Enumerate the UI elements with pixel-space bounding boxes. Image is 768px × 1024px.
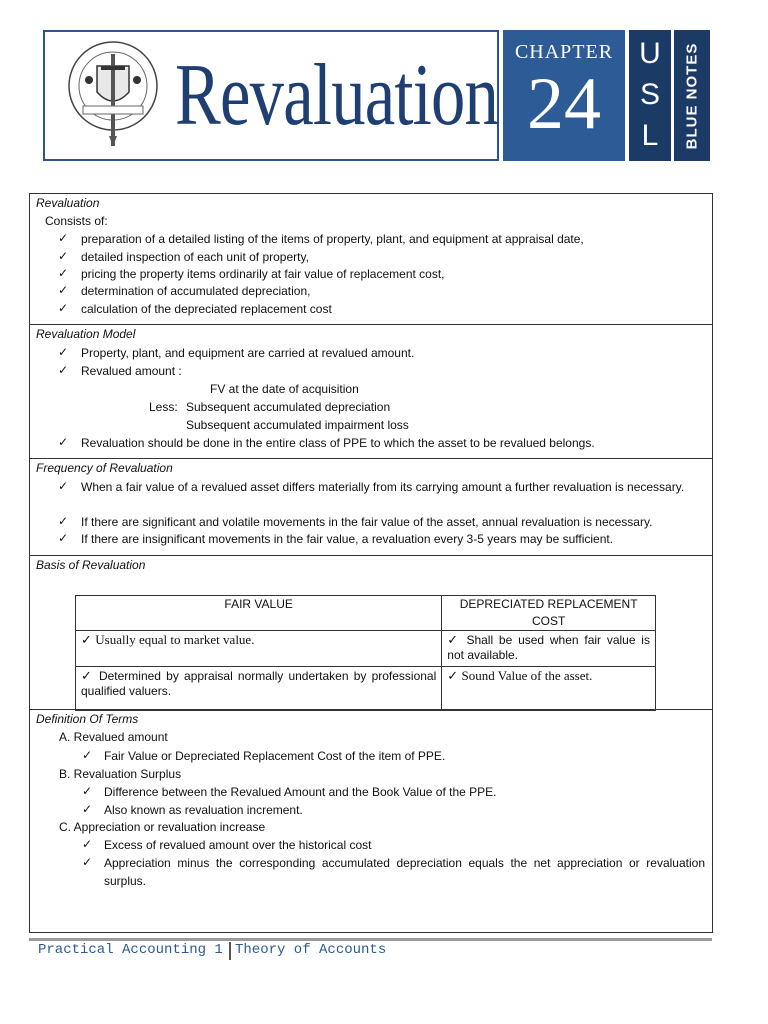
term-label: B. Revaluation Surplus bbox=[59, 767, 182, 781]
check-icon: ✓ bbox=[58, 363, 69, 377]
section-title: Frequency of Revaluation bbox=[36, 461, 173, 475]
basis-table bbox=[75, 595, 656, 711]
section-title: Revaluation bbox=[36, 196, 100, 210]
check-icon: ✓ bbox=[58, 514, 69, 528]
section-revaluation-model bbox=[30, 325, 712, 459]
list-item: Difference between the Revalued Amount and the Book Value of the PPE. bbox=[104, 785, 497, 799]
footer-course: Practical Accounting 1 bbox=[38, 942, 223, 958]
footer-subject: Theory of Accounts bbox=[235, 942, 387, 958]
table-header: FAIR VALUE bbox=[76, 596, 442, 631]
list-item: calculation of the depreciated replacement cost bbox=[81, 302, 332, 316]
section-intro: Consists of: bbox=[45, 214, 108, 228]
usl-banner bbox=[629, 30, 671, 161]
page-title: Revaluation bbox=[175, 47, 499, 144]
section-title: Revaluation Model bbox=[36, 327, 136, 341]
check-icon: ✓ bbox=[58, 435, 69, 449]
section-frequency bbox=[30, 459, 712, 556]
list-item: If there are insignificant movements in the fair value, a revaluation every 3-5 years may be sufficient. bbox=[81, 532, 614, 546]
chapter-badge bbox=[503, 30, 625, 161]
list-item: determination of accumulated depreciation, bbox=[81, 284, 311, 298]
check-icon: ✓ bbox=[447, 668, 459, 683]
check-icon: ✓ bbox=[58, 345, 69, 359]
list-item: Also known as revaluation increment. bbox=[104, 803, 303, 817]
check-icon: ✓ bbox=[447, 632, 461, 647]
usl-letter: L bbox=[641, 119, 659, 152]
formula-depreciation: Subsequent accumulated depreciation bbox=[186, 400, 391, 414]
check-icon: ✓ bbox=[58, 479, 69, 493]
list-item: Fair Value or Depreciated Replacement Cost of the item of PPE. bbox=[104, 749, 446, 763]
section-revaluation bbox=[30, 194, 712, 325]
table-row bbox=[76, 667, 656, 711]
check-icon: ✓ bbox=[82, 802, 93, 816]
section-title: Definition Of Terms bbox=[36, 712, 139, 726]
check-icon: ✓ bbox=[82, 855, 93, 869]
blue-notes-label: BLUE NOTES bbox=[683, 42, 701, 149]
table-row bbox=[76, 631, 656, 667]
usl-letter: S bbox=[639, 78, 660, 111]
list-item: Excess of revalued amount over the historical cost bbox=[104, 838, 372, 852]
list-item: pricing the property items ordinarily at fair value of replacement cost, bbox=[81, 267, 445, 281]
table-cell bbox=[442, 631, 656, 667]
university-seal-icon bbox=[67, 36, 159, 154]
list-item: When a fair value of a revalued asset differs materially from its carrying amount a further revaluation is necessary. bbox=[81, 480, 685, 494]
check-icon: ✓ bbox=[58, 531, 69, 545]
cell-text: Sound Value of the asset. bbox=[461, 668, 593, 683]
check-icon: ✓ bbox=[82, 748, 93, 762]
term-label: A. Revalued amount bbox=[59, 730, 168, 744]
cell-text: Determined by appraisal normally undertaken by professional qualified valuers. bbox=[81, 669, 437, 698]
check-icon: ✓ bbox=[81, 632, 92, 647]
formula-less: Less: bbox=[149, 400, 178, 414]
list-item: Revalued amount : bbox=[81, 364, 182, 378]
list-item: preparation of a detailed listing of the items of property, plant, and equipment at appraisal date, bbox=[81, 232, 584, 246]
list-item: Property, plant, and equipment are carried at revalued amount. bbox=[81, 346, 415, 360]
chapter-label: CHAPTER bbox=[514, 41, 614, 63]
usl-letter: U bbox=[639, 37, 661, 70]
table-cell bbox=[442, 667, 656, 711]
list-item: Appreciation minus the corresponding accumulated depreciation equals the net appreciation or revaluation surplus. bbox=[104, 856, 705, 888]
table-cell bbox=[76, 631, 442, 667]
blue-notes-banner bbox=[674, 30, 710, 161]
list-item: Revaluation should be done in the entire class of PPE to which the asset to be revalued belongs. bbox=[81, 436, 595, 450]
check-icon: ✓ bbox=[58, 283, 69, 297]
cell-text: Usually equal to market value. bbox=[95, 632, 255, 647]
chapter-number: 24 bbox=[527, 63, 601, 145]
check-icon: ✓ bbox=[58, 249, 69, 263]
footer-rule bbox=[29, 938, 712, 941]
check-icon: ✓ bbox=[58, 231, 69, 245]
header-title-box bbox=[43, 30, 499, 161]
term-label: C. Appreciation or revaluation increase bbox=[59, 820, 266, 834]
check-icon: ✓ bbox=[82, 837, 93, 851]
content-frame bbox=[29, 193, 713, 933]
cell-text: Shall be used when fair value is not available. bbox=[447, 633, 650, 662]
section-title: Basis of Revaluation bbox=[36, 558, 146, 572]
footer-separator bbox=[229, 942, 231, 960]
check-icon: ✓ bbox=[81, 668, 94, 683]
check-icon: ✓ bbox=[82, 784, 93, 798]
check-icon: ✓ bbox=[58, 301, 69, 315]
table-header-row bbox=[76, 596, 656, 631]
table-cell bbox=[76, 667, 442, 711]
table-header: DEPRECIATED REPLACEMENT COST bbox=[442, 596, 656, 631]
list-item: If there are significant and volatile movements in the fair value of the asset, annual revaluation is necessary. bbox=[81, 515, 653, 529]
formula-impairment: Subsequent accumulated impairment loss bbox=[186, 418, 409, 432]
list-item: detailed inspection of each unit of property, bbox=[81, 250, 309, 264]
section-definitions bbox=[30, 710, 712, 932]
check-icon: ✓ bbox=[58, 266, 69, 280]
formula-fv: FV at the date of acquisition bbox=[210, 382, 359, 396]
